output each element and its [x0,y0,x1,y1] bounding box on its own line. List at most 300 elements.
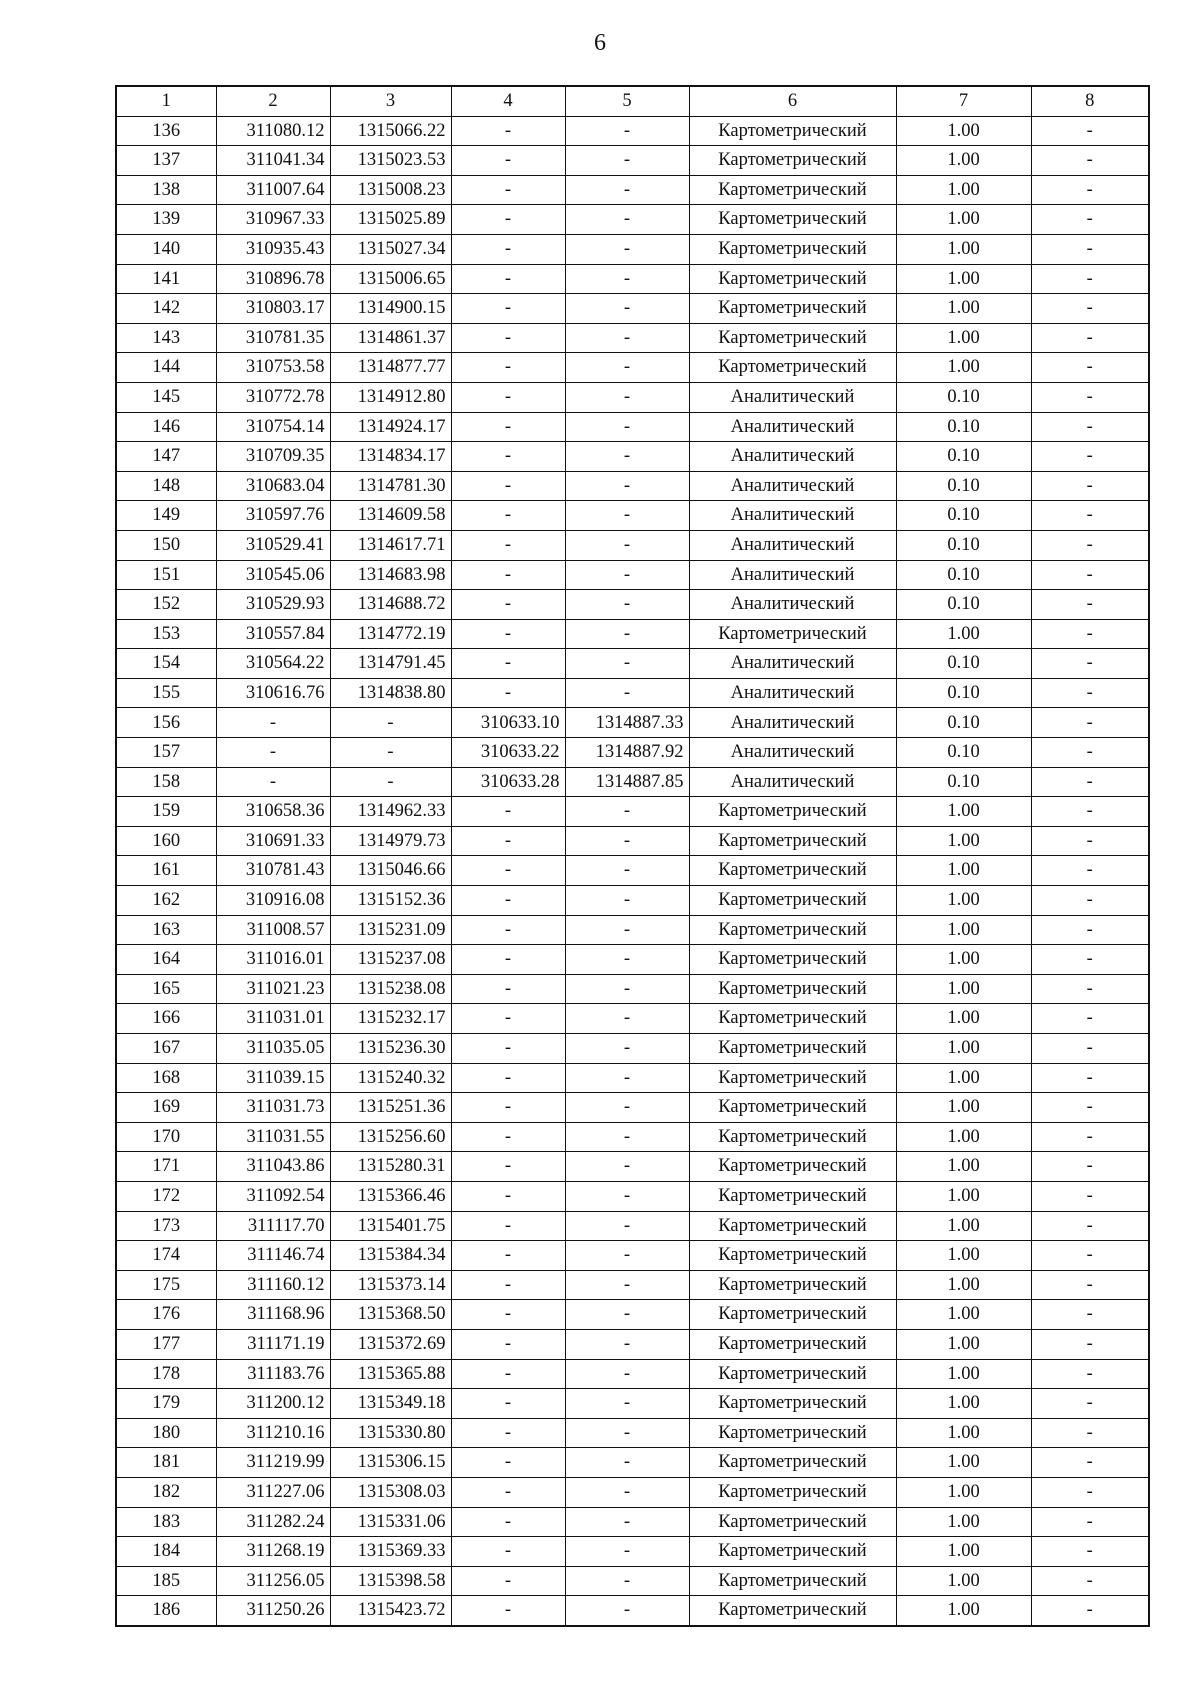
accuracy-cell: 1.00 [896,1122,1031,1152]
column-header: 3 [330,86,451,116]
accuracy-cell: 1.00 [896,856,1031,886]
x-coordinate-cell: 310781.35 [216,323,330,353]
accuracy-cell: 1.00 [896,1537,1031,1567]
method-cell: Картометрический [689,826,896,856]
y-coordinate-alt-cell: - [565,1241,689,1271]
y-coordinate-cell: 1315349.18 [330,1389,451,1419]
x-coordinate-alt-cell: - [451,1270,565,1300]
method-cell: Картометрический [689,116,896,146]
method-cell: Картометрический [689,1566,896,1596]
x-coordinate-alt-cell: - [451,294,565,324]
note-cell: - [1031,797,1149,827]
x-coordinate-cell: 310545.06 [216,560,330,590]
accuracy-cell: 0.10 [896,708,1031,738]
y-coordinate-cell: 1315401.75 [330,1211,451,1241]
y-coordinate-alt-cell: - [565,1211,689,1241]
x-coordinate-alt-cell: - [451,826,565,856]
y-coordinate-cell: 1314609.58 [330,501,451,531]
x-coordinate-alt-cell: - [451,175,565,205]
point-number-cell: 182 [116,1477,216,1507]
y-coordinate-alt-cell: - [565,471,689,501]
method-cell: Картометрический [689,1211,896,1241]
y-coordinate-cell: 1315240.32 [330,1063,451,1093]
accuracy-cell: 1.00 [896,1389,1031,1419]
table-row [116,1477,1149,1507]
y-coordinate-cell: - [330,767,451,797]
x-coordinate-cell: 310597.76 [216,501,330,531]
accuracy-cell: 0.10 [896,738,1031,768]
accuracy-cell: 1.00 [896,945,1031,975]
method-cell: Картометрический [689,1537,896,1567]
column-header: 7 [896,86,1031,116]
table-row [116,1566,1149,1596]
point-number-cell: 162 [116,886,216,916]
y-coordinate-alt-cell: 1314887.33 [565,708,689,738]
y-coordinate-alt-cell: - [565,1329,689,1359]
table-row [116,175,1149,205]
note-cell: - [1031,1300,1149,1330]
accuracy-cell: 1.00 [896,797,1031,827]
table-row [116,501,1149,531]
y-coordinate-alt-cell: - [565,501,689,531]
y-coordinate-alt-cell: - [565,1034,689,1064]
table-row [116,442,1149,472]
point-number-cell: 141 [116,264,216,294]
x-coordinate-cell: 311039.15 [216,1063,330,1093]
y-coordinate-cell: - [330,708,451,738]
accuracy-cell: 1.00 [896,234,1031,264]
point-number-cell: 165 [116,974,216,1004]
note-cell: - [1031,1270,1149,1300]
accuracy-cell: 1.00 [896,1359,1031,1389]
method-cell: Картометрический [689,1359,896,1389]
y-coordinate-alt-cell: - [565,116,689,146]
point-number-cell: 184 [116,1537,216,1567]
y-coordinate-alt-cell: - [565,205,689,235]
method-cell: Картометрический [689,886,896,916]
point-number-cell: 150 [116,530,216,560]
x-coordinate-cell: 310683.04 [216,471,330,501]
x-coordinate-alt-cell: - [451,382,565,412]
y-coordinate-cell: 1314791.45 [330,649,451,679]
point-number-cell: 153 [116,619,216,649]
x-coordinate-cell: 310772.78 [216,382,330,412]
note-cell: - [1031,205,1149,235]
note-cell: - [1031,1329,1149,1359]
note-cell: - [1031,294,1149,324]
y-coordinate-cell: 1315008.23 [330,175,451,205]
point-number-cell: 151 [116,560,216,590]
table-body [116,116,1149,1626]
method-cell: Картометрический [689,1034,896,1064]
table-row [116,1507,1149,1537]
x-coordinate-cell: 311250.26 [216,1596,330,1626]
point-number-cell: 139 [116,205,216,235]
x-coordinate-cell: 311219.99 [216,1448,330,1478]
note-cell: - [1031,353,1149,383]
method-cell: Аналитический [689,678,896,708]
x-coordinate-alt-cell: - [451,856,565,886]
x-coordinate-alt-cell: - [451,974,565,1004]
x-coordinate-alt-cell: - [451,412,565,442]
x-coordinate-cell: 310803.17 [216,294,330,324]
note-cell: - [1031,175,1149,205]
accuracy-cell: 1.00 [896,1152,1031,1182]
note-cell: - [1031,856,1149,886]
x-coordinate-cell: 311080.12 [216,116,330,146]
accuracy-cell: 1.00 [896,1181,1031,1211]
y-coordinate-alt-cell: - [565,974,689,1004]
note-cell: - [1031,826,1149,856]
table-row [116,915,1149,945]
x-coordinate-alt-cell: 310633.22 [451,738,565,768]
y-coordinate-cell: - [330,738,451,768]
point-number-cell: 156 [116,708,216,738]
y-coordinate-cell: 1314838.80 [330,678,451,708]
note-cell: - [1031,1389,1149,1419]
y-coordinate-alt-cell: - [565,945,689,975]
point-number-cell: 169 [116,1093,216,1123]
y-coordinate-cell: 1315306.15 [330,1448,451,1478]
y-coordinate-alt-cell: - [565,175,689,205]
note-cell: - [1031,1477,1149,1507]
y-coordinate-alt-cell: - [565,1448,689,1478]
y-coordinate-cell: 1315366.46 [330,1181,451,1211]
x-coordinate-alt-cell: - [451,886,565,916]
x-coordinate-alt-cell: - [451,1300,565,1330]
accuracy-cell: 1.00 [896,886,1031,916]
accuracy-cell: 1.00 [896,915,1031,945]
x-coordinate-cell: 310967.33 [216,205,330,235]
note-cell: - [1031,1418,1149,1448]
x-coordinate-cell: 311268.19 [216,1537,330,1567]
table-row [116,708,1149,738]
table-row [116,974,1149,1004]
table-row [116,323,1149,353]
method-cell: Аналитический [689,649,896,679]
note-cell: - [1031,382,1149,412]
x-coordinate-alt-cell: - [451,560,565,590]
note-cell: - [1031,915,1149,945]
method-cell: Картометрический [689,1241,896,1271]
note-cell: - [1031,1093,1149,1123]
point-number-cell: 168 [116,1063,216,1093]
y-coordinate-alt-cell: - [565,1270,689,1300]
method-cell: Аналитический [689,471,896,501]
point-number-cell: 160 [116,826,216,856]
y-coordinate-cell: 1315231.09 [330,915,451,945]
table-row [116,353,1149,383]
method-cell: Картометрический [689,915,896,945]
note-cell: - [1031,1359,1149,1389]
y-coordinate-alt-cell: - [565,619,689,649]
y-coordinate-cell: 1315006.65 [330,264,451,294]
y-coordinate-cell: 1315238.08 [330,974,451,1004]
x-coordinate-cell: 310709.35 [216,442,330,472]
table-row [116,1063,1149,1093]
y-coordinate-alt-cell: - [565,1152,689,1182]
x-coordinate-alt-cell: - [451,1152,565,1182]
x-coordinate-alt-cell: - [451,619,565,649]
y-coordinate-cell: 1315369.33 [330,1537,451,1567]
method-cell: Картометрический [689,856,896,886]
accuracy-cell: 1.00 [896,1329,1031,1359]
point-number-cell: 175 [116,1270,216,1300]
x-coordinate-alt-cell: - [451,353,565,383]
point-number-cell: 143 [116,323,216,353]
point-number-cell: 148 [116,471,216,501]
y-coordinate-cell: 1314900.15 [330,294,451,324]
note-cell: - [1031,1122,1149,1152]
y-coordinate-alt-cell: - [565,1507,689,1537]
y-coordinate-alt-cell: - [565,1537,689,1567]
x-coordinate-cell: 311031.73 [216,1093,330,1123]
y-coordinate-alt-cell: - [565,915,689,945]
y-coordinate-alt-cell: - [565,323,689,353]
y-coordinate-cell: 1315384.34 [330,1241,451,1271]
x-coordinate-cell: 310529.41 [216,530,330,560]
x-coordinate-alt-cell: - [451,1566,565,1596]
x-coordinate-cell: 311282.24 [216,1507,330,1537]
method-cell: Картометрический [689,146,896,176]
accuracy-cell: 0.10 [896,501,1031,531]
method-cell: Картометрический [689,797,896,827]
method-cell: Картометрический [689,1300,896,1330]
y-coordinate-cell: 1315251.36 [330,1093,451,1123]
column-header: 1 [116,86,216,116]
y-coordinate-cell: 1315023.53 [330,146,451,176]
note-cell: - [1031,264,1149,294]
y-coordinate-alt-cell: - [565,1359,689,1389]
accuracy-cell: 1.00 [896,974,1031,1004]
y-coordinate-alt-cell: - [565,826,689,856]
table-row [116,471,1149,501]
note-cell: - [1031,649,1149,679]
table-row [116,234,1149,264]
table-row [116,649,1149,679]
accuracy-cell: 0.10 [896,560,1031,590]
x-coordinate-alt-cell: - [451,1004,565,1034]
x-coordinate-cell: 311007.64 [216,175,330,205]
table-row [116,1004,1149,1034]
y-coordinate-alt-cell: - [565,442,689,472]
method-cell: Картометрический [689,619,896,649]
note-cell: - [1031,1537,1149,1567]
note-cell: - [1031,945,1149,975]
y-coordinate-cell: 1315398.58 [330,1566,451,1596]
x-coordinate-alt-cell: - [451,530,565,560]
x-coordinate-alt-cell: - [451,1241,565,1271]
accuracy-cell: 0.10 [896,590,1031,620]
accuracy-cell: 1.00 [896,1477,1031,1507]
point-number-cell: 157 [116,738,216,768]
note-cell: - [1031,501,1149,531]
note-cell: - [1031,530,1149,560]
y-coordinate-alt-cell: - [565,1596,689,1626]
note-cell: - [1031,1507,1149,1537]
x-coordinate-alt-cell: - [451,1034,565,1064]
method-cell: Картометрический [689,1270,896,1300]
x-coordinate-cell: 310754.14 [216,412,330,442]
y-coordinate-alt-cell: - [565,412,689,442]
accuracy-cell: 1.00 [896,205,1031,235]
y-coordinate-cell: 1315365.88 [330,1359,451,1389]
y-coordinate-cell: 1315027.34 [330,234,451,264]
y-coordinate-alt-cell: - [565,146,689,176]
y-coordinate-cell: 1315368.50 [330,1300,451,1330]
y-coordinate-alt-cell: - [565,382,689,412]
y-coordinate-alt-cell: - [565,353,689,383]
point-number-cell: 176 [116,1300,216,1330]
y-coordinate-alt-cell: - [565,886,689,916]
accuracy-cell: 1.00 [896,116,1031,146]
x-coordinate-alt-cell: - [451,1329,565,1359]
y-coordinate-cell: 1314617.71 [330,530,451,560]
x-coordinate-alt-cell: - [451,1093,565,1123]
method-cell: Картометрический [689,1507,896,1537]
accuracy-cell: 0.10 [896,471,1031,501]
table-row [116,738,1149,768]
x-coordinate-cell: 311183.76 [216,1359,330,1389]
point-number-cell: 174 [116,1241,216,1271]
accuracy-cell: 1.00 [896,353,1031,383]
accuracy-cell: 1.00 [896,1300,1031,1330]
y-coordinate-cell: 1314924.17 [330,412,451,442]
point-number-cell: 181 [116,1448,216,1478]
x-coordinate-cell: 311210.16 [216,1418,330,1448]
x-coordinate-alt-cell: - [451,1507,565,1537]
x-coordinate-cell: 311092.54 [216,1181,330,1211]
y-coordinate-alt-cell: - [565,649,689,679]
x-coordinate-alt-cell: - [451,501,565,531]
accuracy-cell: 1.00 [896,1507,1031,1537]
y-coordinate-alt-cell: - [565,264,689,294]
y-coordinate-alt-cell: - [565,1093,689,1123]
y-coordinate-alt-cell: - [565,856,689,886]
note-cell: - [1031,619,1149,649]
y-coordinate-cell: 1314962.33 [330,797,451,827]
point-number-cell: 154 [116,649,216,679]
table-row [116,797,1149,827]
y-coordinate-cell: 1314877.77 [330,353,451,383]
accuracy-cell: 1.00 [896,1241,1031,1271]
note-cell: - [1031,323,1149,353]
accuracy-cell: 0.10 [896,530,1031,560]
x-coordinate-alt-cell: - [451,1181,565,1211]
table-row [116,1241,1149,1271]
x-coordinate-alt-cell: - [451,205,565,235]
y-coordinate-alt-cell: - [565,1300,689,1330]
point-number-cell: 137 [116,146,216,176]
x-coordinate-cell: 311227.06 [216,1477,330,1507]
table-row [116,1270,1149,1300]
accuracy-cell: 1.00 [896,1270,1031,1300]
method-cell: Картометрический [689,1477,896,1507]
x-coordinate-alt-cell: - [451,146,565,176]
x-coordinate-cell: 311021.23 [216,974,330,1004]
accuracy-cell: 0.10 [896,767,1031,797]
note-cell: - [1031,767,1149,797]
table-row [116,205,1149,235]
table-row [116,530,1149,560]
point-number-cell: 171 [116,1152,216,1182]
y-coordinate-alt-cell: - [565,1477,689,1507]
table-row [116,945,1149,975]
x-coordinate-cell: 311160.12 [216,1270,330,1300]
note-cell: - [1031,886,1149,916]
table-row [116,1122,1149,1152]
method-cell: Картометрический [689,1152,896,1182]
note-cell: - [1031,146,1149,176]
accuracy-cell: 0.10 [896,382,1031,412]
x-coordinate-cell: 311117.70 [216,1211,330,1241]
table-row [116,1034,1149,1064]
point-number-cell: 179 [116,1389,216,1419]
x-coordinate-alt-cell: - [451,1418,565,1448]
table-row [116,1211,1149,1241]
method-cell: Картометрический [689,974,896,1004]
y-coordinate-cell: 1315237.08 [330,945,451,975]
table-row [116,1448,1149,1478]
method-cell: Картометрический [689,264,896,294]
accuracy-cell: 0.10 [896,649,1031,679]
method-cell: Картометрический [689,1004,896,1034]
x-coordinate-alt-cell: - [451,1448,565,1478]
method-cell: Картометрический [689,1093,896,1123]
accuracy-cell: 0.10 [896,442,1031,472]
note-cell: - [1031,1241,1149,1271]
x-coordinate-alt-cell: 310633.10 [451,708,565,738]
x-coordinate-alt-cell: - [451,234,565,264]
coordinates-table [115,85,1150,1627]
x-coordinate-alt-cell: - [451,1537,565,1567]
y-coordinate-alt-cell: - [565,234,689,264]
x-coordinate-alt-cell: - [451,945,565,975]
x-coordinate-alt-cell: - [451,1359,565,1389]
table-row [116,146,1149,176]
point-number-cell: 161 [116,856,216,886]
method-cell: Картометрический [689,175,896,205]
column-header: 8 [1031,86,1149,116]
accuracy-cell: 1.00 [896,1418,1031,1448]
note-cell: - [1031,1034,1149,1064]
accuracy-cell: 1.00 [896,323,1031,353]
table-row [116,116,1149,146]
note-cell: - [1031,471,1149,501]
x-coordinate-alt-cell: - [451,649,565,679]
y-coordinate-alt-cell: - [565,1418,689,1448]
y-coordinate-cell: 1315373.14 [330,1270,451,1300]
x-coordinate-cell: 310616.76 [216,678,330,708]
method-cell: Картометрический [689,1329,896,1359]
x-coordinate-cell: 310529.93 [216,590,330,620]
x-coordinate-cell: 310916.08 [216,886,330,916]
y-coordinate-alt-cell: - [565,1122,689,1152]
note-cell: - [1031,412,1149,442]
x-coordinate-cell: 311146.74 [216,1241,330,1271]
y-coordinate-cell: 1315280.31 [330,1152,451,1182]
y-coordinate-alt-cell: - [565,1181,689,1211]
table-row [116,412,1149,442]
point-number-cell: 155 [116,678,216,708]
table-row [116,264,1149,294]
table-row [116,1329,1149,1359]
x-coordinate-alt-cell: - [451,1477,565,1507]
table-row [116,619,1149,649]
table-row [116,1596,1149,1626]
accuracy-cell: 1.00 [896,619,1031,649]
y-coordinate-cell: 1315232.17 [330,1004,451,1034]
